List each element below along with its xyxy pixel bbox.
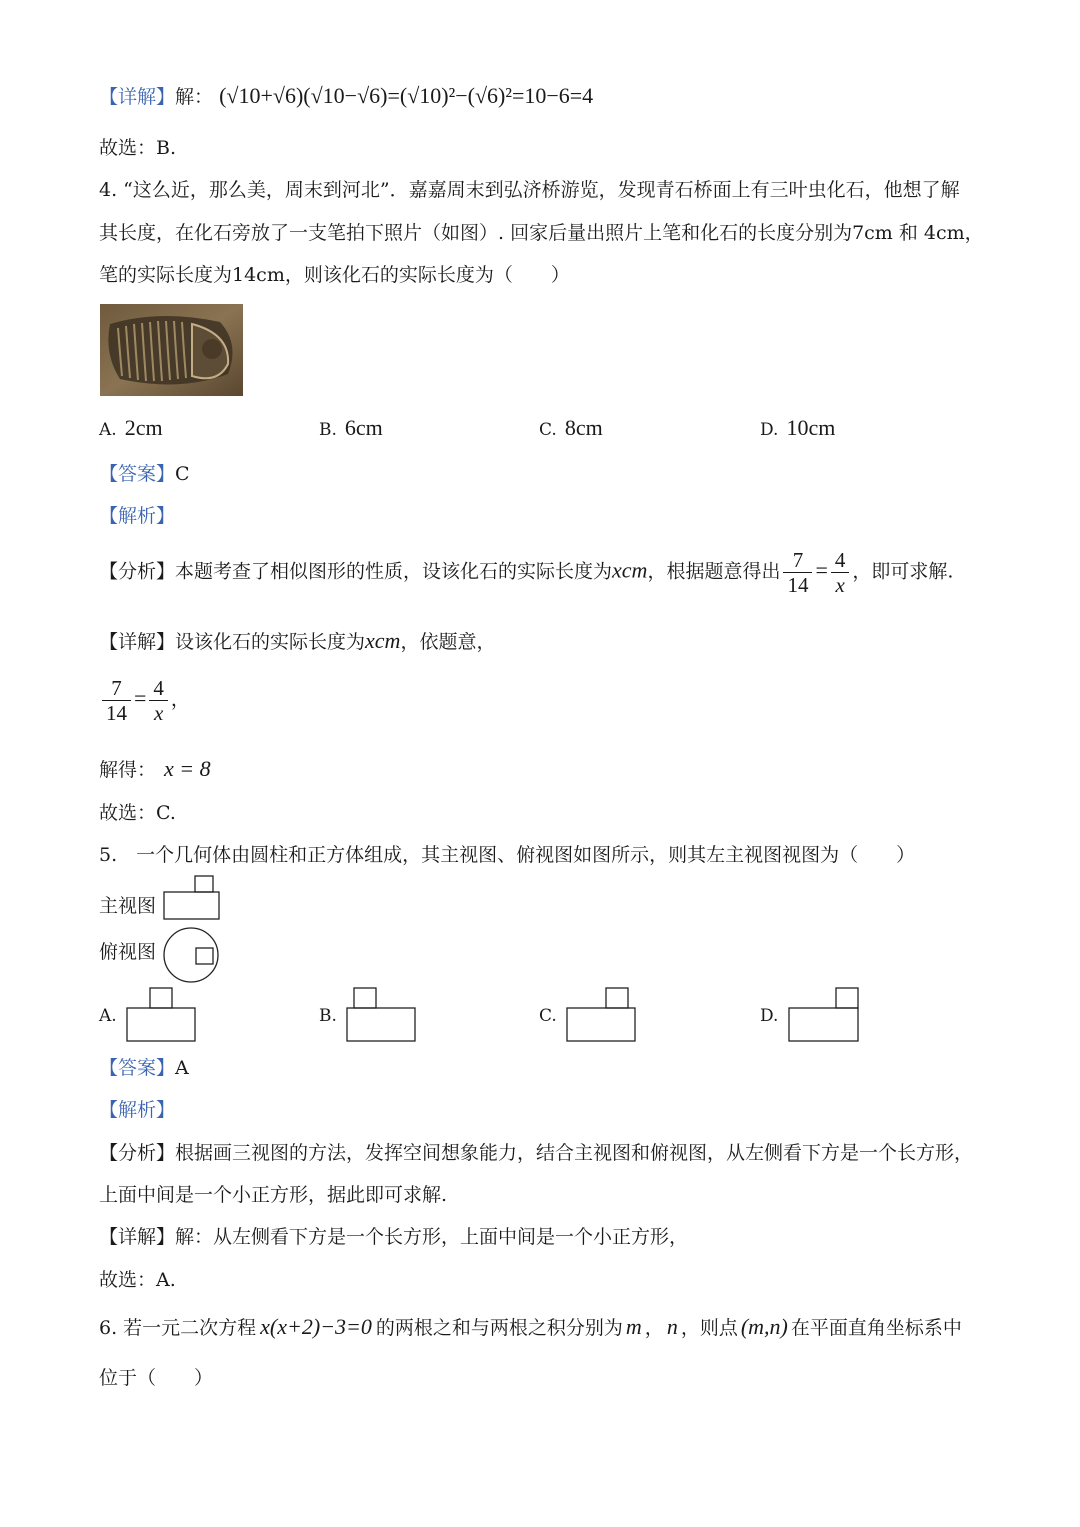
answer-value: A <box>175 1057 189 1079</box>
q4-stem-line3: 笔的实际长度为14cm，则该化石的实际长度为（ ） <box>99 264 570 286</box>
q5-fenxi-line2: 上面中间是一个小正方形，据此即可求解. <box>99 1184 448 1206</box>
option-value: 8cm <box>564 415 603 440</box>
option-letter: C. <box>539 420 557 440</box>
q4-fenxi: 【分析】本题考查了相似图形的性质，设该化石的实际长度为xcm，根据题意得出 $\frac{7}{14}$ = $\frac{4}{x}$ ，即可求解. <box>99 548 954 598</box>
fenxi-var: xcm <box>612 557 648 583</box>
q5-fenxi-line1 <box>99 1138 973 1165</box>
q4-choice: 故选：C. <box>99 802 176 824</box>
option-letter: B. <box>319 1006 337 1026</box>
fenxi-text: 根据画三视图的方法，发挥空间想象能力，结合主视图和俯视图，从左侧看下方是一个长方形， <box>175 1142 974 1164</box>
top-view-figure <box>162 926 222 986</box>
top-view-label: 俯视图 <box>99 941 157 963</box>
q5-analysis-tag: 【解析】 <box>99 1099 176 1121</box>
answer-tag: 【答案】 <box>99 463 176 485</box>
fenxi-tag: 【分析】 <box>99 560 176 583</box>
denominator: 14 <box>106 701 127 726</box>
numerator: 7 <box>783 548 812 573</box>
fraction-right <box>149 676 168 725</box>
solve-label: 解得： <box>99 759 157 781</box>
option-letter: D. <box>760 1006 779 1026</box>
q6-stem-line1 <box>99 1313 962 1340</box>
option-letter: C. <box>539 1006 557 1026</box>
detail-tag: 【详解】 <box>99 1226 176 1248</box>
numerator: 7 <box>102 676 131 701</box>
q4-analysis-tag: 【解析】 <box>99 505 176 527</box>
solve-math: x = 8 <box>164 756 211 781</box>
q6-equation: x(x+2)−3=0 <box>260 1314 372 1339</box>
fenxi-text-c: ，即可求解. <box>852 560 954 583</box>
q3-formula: (√10+√6)(√10−√6)=(√10)²−(√6)²=10−6=4 <box>219 83 594 108</box>
q5-answer <box>99 1053 189 1080</box>
detail-prefix: 解： <box>175 86 214 108</box>
q4-stem-line1: 4. “这么近，那么美，周末到河北”．嘉嘉周末到弘济桥游览，发现青石桥面上有三叶虫化石，他想了解 <box>99 179 960 201</box>
option-letter: B. <box>319 420 337 440</box>
option-a-figure <box>125 986 199 1044</box>
option-b-figure <box>345 986 419 1044</box>
q6-text-d: 在平面直角坐标系中 <box>790 1317 962 1339</box>
fraction-left <box>102 676 131 725</box>
q4-option-d[interactable] <box>760 415 835 441</box>
answer-value: C <box>175 463 190 485</box>
fenxi-text-b: ，根据题意得出 <box>647 560 781 583</box>
equation-tail: ， <box>170 688 190 711</box>
q4-option-c[interactable] <box>539 415 603 441</box>
option-d-figure <box>787 986 861 1044</box>
q4-detail <box>99 627 495 654</box>
q6-text-c: ，则点 <box>680 1317 738 1339</box>
front-view-label: 主视图 <box>99 895 157 917</box>
q3-detail-line <box>99 82 593 109</box>
option-letter: D. <box>760 420 779 440</box>
option-letter: A. <box>99 420 117 440</box>
detail-tag: 【详解】 <box>99 86 176 108</box>
option-letter: A. <box>99 1006 117 1026</box>
detail-text-b: ，依题意， <box>400 631 496 653</box>
q5-option-b[interactable] <box>319 1004 337 1026</box>
q4-solve <box>99 755 211 782</box>
q3-choice: 故选：B. <box>99 137 177 159</box>
option-value: 10cm <box>786 415 836 440</box>
front-view-figure <box>162 874 222 922</box>
q6-point: (m,n) <box>740 1314 788 1339</box>
q5-stem: 5. 一个几何体由圆柱和正方体组成，其主视图、俯视图如图所示，则其左主视图视图为（ ） <box>99 844 916 866</box>
q6-stem-line2: 位于（ ） <box>99 1367 214 1389</box>
q6-var-m: m <box>625 1314 642 1339</box>
q6-text-a: 6. 若一元二次方程 <box>99 1317 257 1339</box>
trilobite-fossil-photo <box>100 304 243 396</box>
detail-text: 解：从左侧看下方是一个长方形，上面中间是一个小正方形， <box>175 1226 689 1248</box>
q6-text-b: 的两根之和与两根之积分别为 <box>375 1317 623 1339</box>
q5-option-a[interactable] <box>99 1004 117 1026</box>
numerator: 4 <box>831 548 850 573</box>
denominator: 14 <box>787 573 809 598</box>
fraction-left <box>783 548 812 597</box>
detail-text-a: 设该化石的实际长度为 <box>175 631 366 653</box>
q5-choice: 故选：A. <box>99 1269 176 1291</box>
q4-stem-line2: 其长度，在化石旁放了一支笔拍下照片（如图）. 回家后量出照片上笔和化石的长度分别为7cm 和 4cm， <box>99 222 984 244</box>
q4-option-b[interactable] <box>319 415 383 441</box>
option-value: 2cm <box>124 415 163 440</box>
q6-sep: ， <box>644 1317 664 1339</box>
option-value: 6cm <box>344 415 383 440</box>
denominator: x <box>835 573 845 598</box>
denominator: x <box>154 701 164 726</box>
numerator: 4 <box>149 676 168 701</box>
q4-equation: $\frac{7}{14}$ = $\frac{4}{x}$ ， <box>99 676 190 725</box>
q4-answer <box>99 459 190 486</box>
detail-tag: 【详解】 <box>99 631 176 653</box>
q6-var-n: n <box>666 1314 678 1339</box>
q5-detail <box>99 1222 688 1249</box>
option-c-figure <box>565 986 639 1044</box>
fraction-right <box>831 548 850 597</box>
fenxi-tag: 【分析】 <box>99 1142 176 1164</box>
q4-option-a[interactable] <box>99 415 163 441</box>
answer-tag: 【答案】 <box>99 1057 176 1079</box>
q5-option-d[interactable] <box>760 1004 778 1026</box>
q5-option-c[interactable] <box>539 1004 557 1026</box>
detail-var: xcm <box>365 628 401 653</box>
fenxi-text-a: 本题考查了相似图形的性质，设该化石的实际长度为 <box>175 560 613 583</box>
